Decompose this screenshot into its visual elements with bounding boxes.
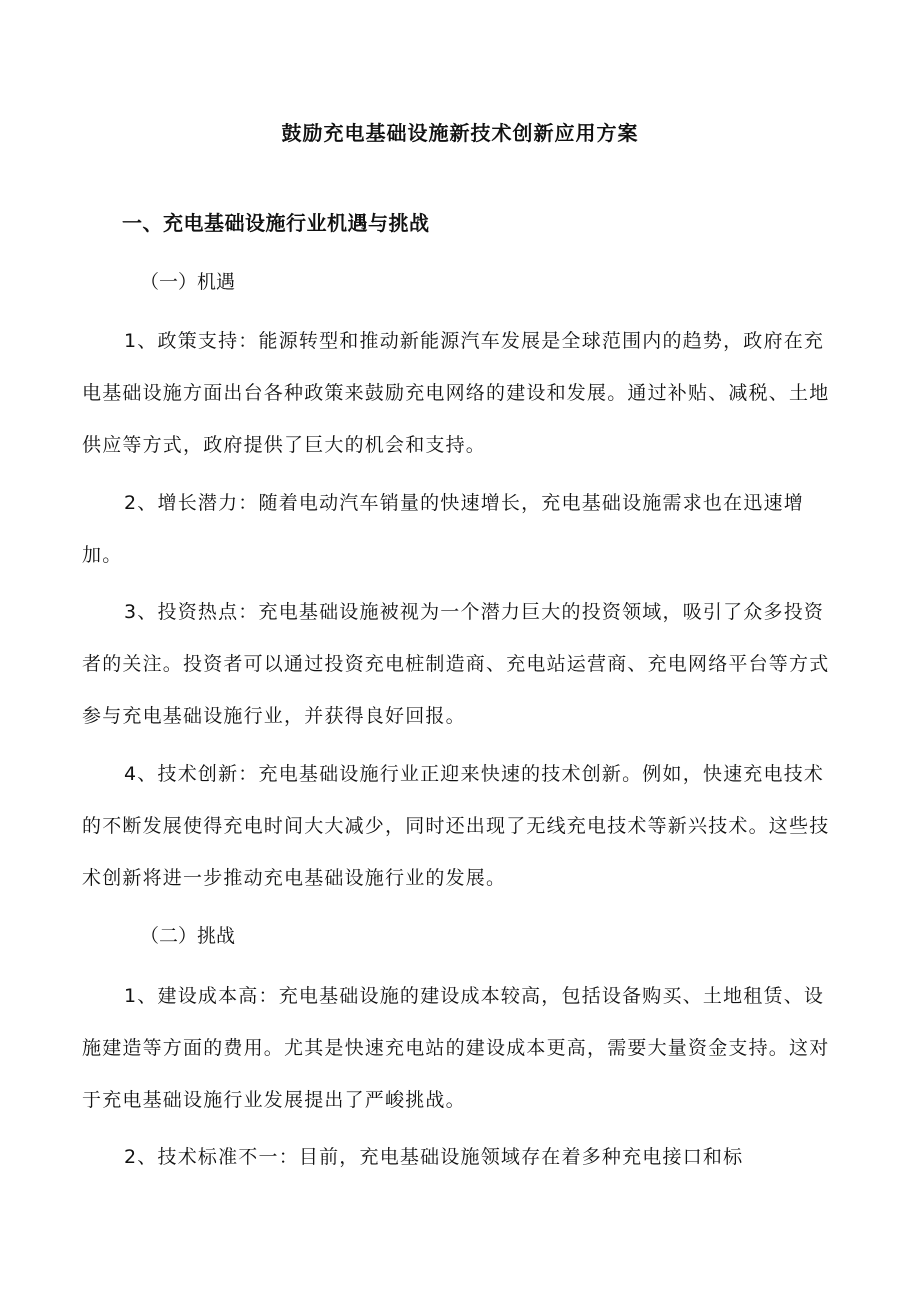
paragraph-policy-support: 1、政策支持：能源转型和推动新能源汽车发展是全球范围内的趋势，政府在充电基础设施方面出台各种政策来鼓励充电网络的建设和发展。通过补贴、减税、土地供应等方式，政府提供了巨大的机会和支持。 bbox=[82, 330, 830, 456]
subsection-heading-challenges: （二）挑战 bbox=[140, 925, 236, 947]
paragraph-investment-hotspot: 3、投资热点：充电基础设施被视为一个潜力巨大的投资领域，吸引了众多投资者的关注。投资者可以通过投资充电桩制造商、充电站运营商、充电网络平台等方式参与充电基础设施行业，并获得良好回报。 bbox=[82, 601, 830, 727]
document-title: 鼓励充电基础设施新技术创新应用方案 bbox=[281, 121, 639, 145]
section-heading: 一、充电基础设施行业机遇与挑战 bbox=[122, 211, 430, 235]
paragraph-inconsistent-standards: 2、技术标准不一：目前，充电基础设施领域存在着多种充电接口和标 bbox=[124, 1146, 744, 1168]
subsection-heading-opportunities: （一）机遇 bbox=[140, 271, 236, 293]
paragraph-growth-potential: 2、增长潜力：随着电动汽车销量的快速增长，充电基础设施需求也在迅速增加。 bbox=[82, 492, 804, 566]
paragraph-technical-innovation: 4、技术创新：充电基础设施行业正迎来快速的技术创新。例如，快速充电技术的不断发展使得充电时间大大减少，同时还出现了无线充电技术等新兴技术。这些技术创新将进一步推动充电基础设施行业的发展。 bbox=[82, 763, 830, 889]
paragraph-high-construction-cost: 1、建设成本高：充电基础设施的建设成本较高，包括设备购买、土地租赁、设施建造等方面的费用。尤其是快速充电站的建设成本更高，需要大量资金支持。这对于充电基础设施行业发展提出了严峻挑战。 bbox=[82, 985, 830, 1111]
